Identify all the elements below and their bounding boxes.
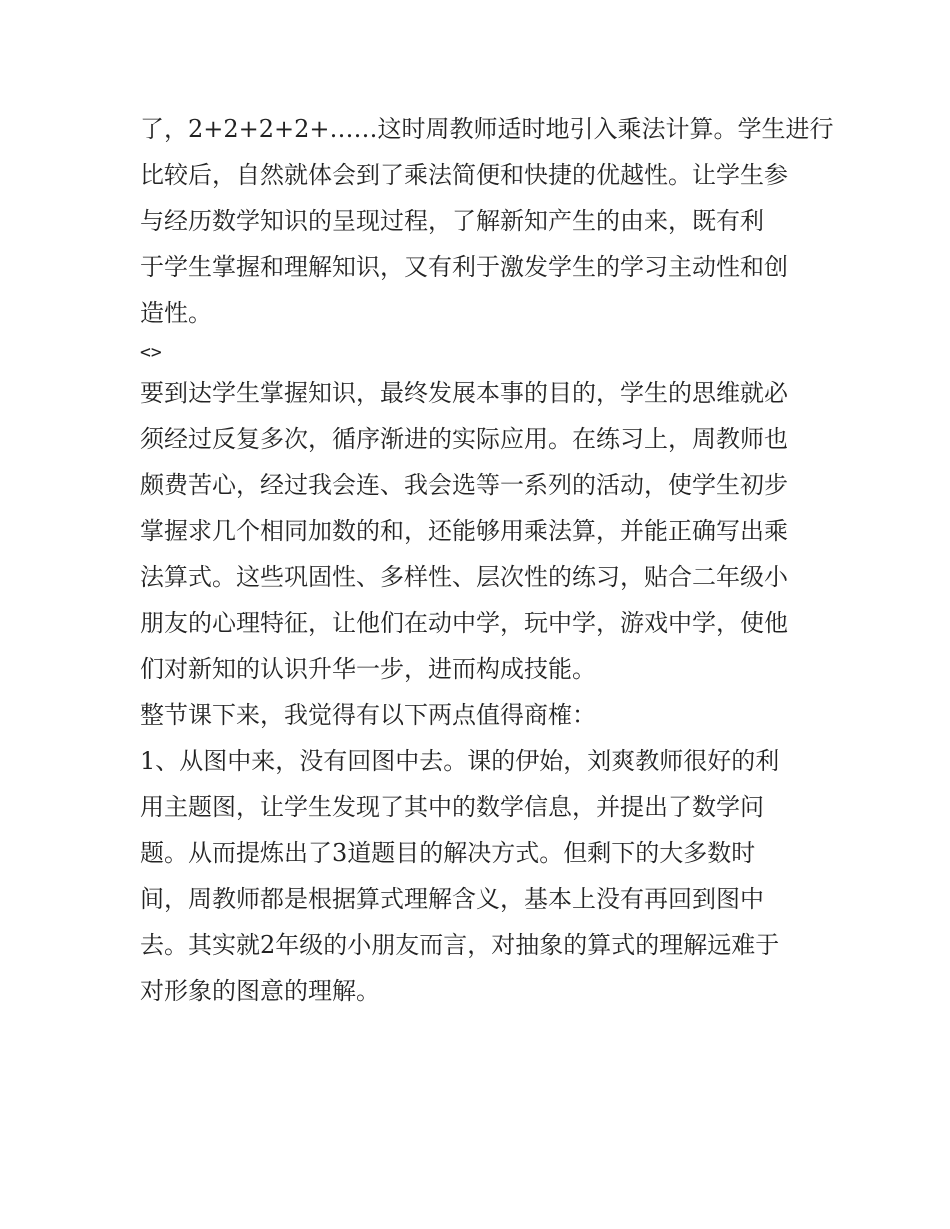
- text-line: 们对新知的认识升华一步，进而构成技能。: [140, 655, 596, 683]
- text-line: 朋友的心理特征，让他们在动中学，玩中学，游戏中学，使他: [140, 609, 788, 637]
- document-body: [140, 106, 834, 1014]
- text-line: 要到达学生掌握知识，最终发展本事的目的，学生的思维就必: [140, 379, 788, 407]
- paragraph-4: [140, 738, 820, 1014]
- text-line: 题。从而提炼出了3道题目的解决方式。但剩下的大多数时: [140, 839, 756, 867]
- text-line: 造性。: [140, 299, 212, 327]
- text-line: 整节课下来，我觉得有以下两点值得商榷：: [140, 701, 596, 729]
- text-line: 与经历数学知识的呈现过程，了解新知产生的由来，既有利: [140, 207, 764, 235]
- text-line: 了，2+2+2+2+……这时周教师适时地引入乘法计算。学生进行: [140, 115, 834, 143]
- section-marker: <>: [140, 342, 162, 363]
- paragraph-3: [140, 692, 820, 738]
- text-line: 法算式。这些巩固性、多样性、层次性的练习，贴合二年级小: [140, 563, 788, 591]
- text-line: 去。其实就2年级的小朋友而言，对抽象的算式的理解远难于: [140, 931, 780, 959]
- paragraph-1: [140, 106, 834, 336]
- text-line: 比较后，自然就体会到了乘法简便和快捷的优越性。让学生参: [140, 161, 788, 189]
- paragraph-2: [140, 370, 820, 692]
- text-line: 间，周教师都是根据算式理解含义，基本上没有再回到图中: [140, 885, 764, 913]
- text-line: 1、从图中来，没有回图中去。课的伊始，刘爽教师很好的利: [140, 747, 780, 775]
- text-line: 用主题图，让学生发现了其中的数学信息，并提出了数学问: [140, 793, 764, 821]
- text-line: 须经过反复多次，循序渐进的实际应用。在练习上，周教师也: [140, 425, 788, 453]
- text-line: 掌握求几个相同加数的和，还能够用乘法算，并能正确写出乘: [140, 517, 788, 545]
- text-line: 对形象的图意的理解。: [140, 977, 380, 1005]
- text-line: 于学生掌握和理解知识，又有利于激发学生的学习主动性和创: [140, 253, 788, 281]
- text-line: 颇费苦心，经过我会连、我会选等一系列的活动，使学生初步: [140, 471, 788, 499]
